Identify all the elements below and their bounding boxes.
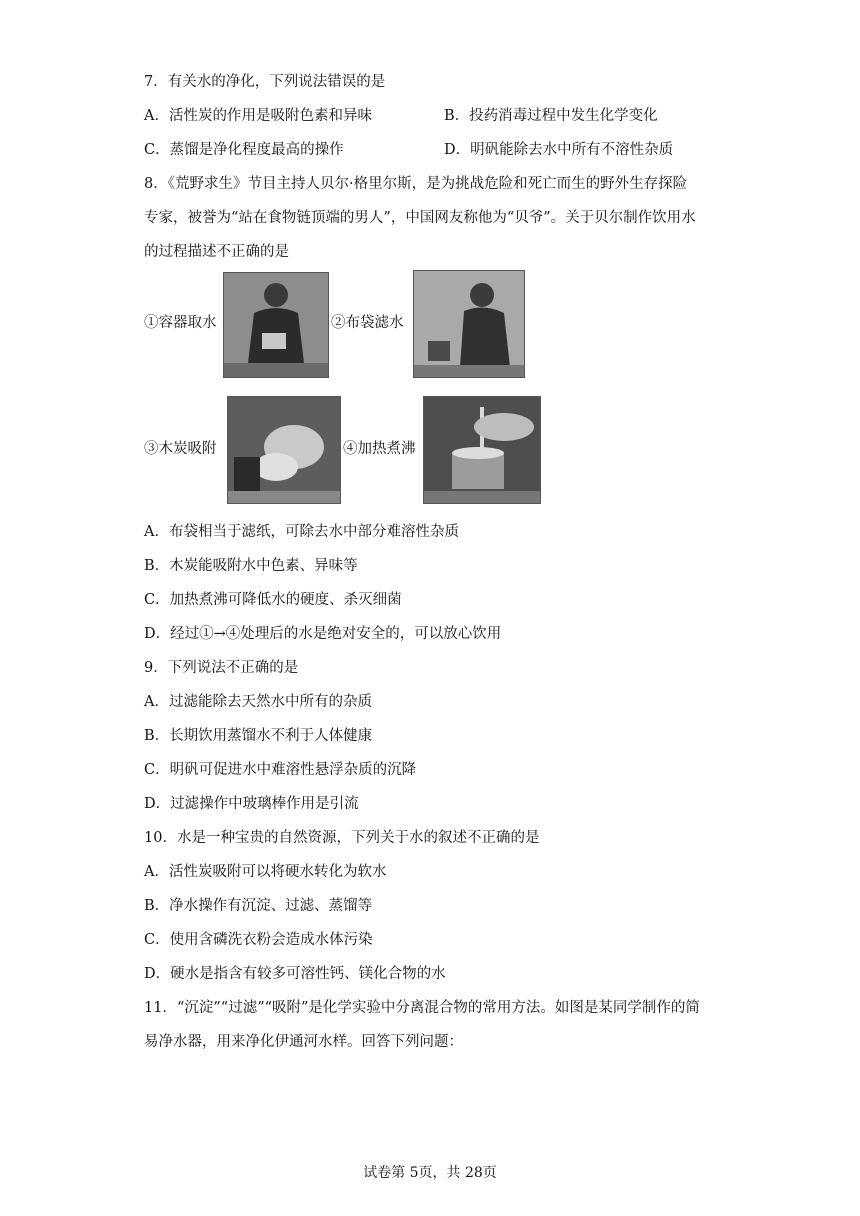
q9-option-c: C．明矾可促进水中难溶性悬浮杂质的沉降 <box>144 762 417 778</box>
q8-option-d: D．经过①→④处理后的水是绝对安全的，可以放心饮用 <box>144 626 502 642</box>
step1-caption: ①容器取水 <box>144 315 217 331</box>
q9-stem: 9．下列说法不正确的是 <box>144 660 299 676</box>
q8-stem-line3: 的过程描述不正确的是 <box>144 244 289 260</box>
q11-stem-line2: 易净水器，用来净化伊通河水样。回答下列问题： <box>144 1034 463 1050</box>
q7-option-a: A．活性炭的作用是吸附色素和异味 <box>144 108 372 124</box>
q8-option-b: B．木炭能吸附水中色素、异味等 <box>144 558 358 574</box>
step1-photo <box>223 272 329 378</box>
q7-option-d: D．明矾能除去水中所有不溶性杂质 <box>444 142 674 158</box>
q8-option-c: C．加热煮沸可降低水的硬度、杀灭细菌 <box>144 592 402 608</box>
q8-stem-line2: 专家，被誉为“站在食物链顶端的男人”，中国网友称他为“贝爷”。关于贝尔制作饮用水 <box>144 210 696 226</box>
q10-option-c: C．使用含磷洗衣粉会造成水体污染 <box>144 932 373 948</box>
step3-caption: ③木炭吸附 <box>144 441 217 457</box>
q7-option-c: C．蒸馏是净化程度最高的操作 <box>144 142 344 158</box>
q10-stem: 10．水是一种宝贵的自然资源，下列关于水的叙述不正确的是 <box>144 830 540 846</box>
page-footer: 试卷第 5页，共 28页 <box>363 1165 497 1181</box>
step2-photo <box>413 270 525 378</box>
step2-caption: ②布袋滤水 <box>331 315 404 331</box>
step4-photo <box>423 396 541 504</box>
q9-option-d: D．过滤操作中玻璃棒作用是引流 <box>144 796 359 812</box>
q9-option-a: A．过滤能除去天然水中所有的杂质 <box>144 694 372 710</box>
q7-stem: 7．有关水的净化，下列说法错误的是 <box>144 74 386 90</box>
q9-option-b: B．长期饮用蒸馏水不利于人体健康 <box>144 728 373 744</box>
q10-option-a: A．活性炭吸附可以将硬水转化为软水 <box>144 864 387 880</box>
q8-option-a: A．布袋相当于滤纸，可除去水中部分难溶性杂质 <box>144 524 459 540</box>
q7-option-b: B．投药消毒过程中发生化学变化 <box>444 108 658 124</box>
step4-caption: ④加热煮沸 <box>343 441 416 457</box>
step3-photo <box>227 396 341 504</box>
q8-stem-line1: 8．《荒野求生》节目主持人贝尔·格里尔斯，是为挑战危险和死亡而生的野外生存探险 <box>144 176 688 192</box>
q10-option-d: D．硬水是指含有较多可溶性钙、镁化合物的水 <box>144 966 446 982</box>
q10-option-b: B．净水操作有沉淀、过滤、蒸馏等 <box>144 898 373 914</box>
q11-stem-line1: 11．“沉淀”“过滤”“吸附”是化学实验中分离混合物的常用方法。如图是某同学制作的简 <box>144 1000 700 1016</box>
